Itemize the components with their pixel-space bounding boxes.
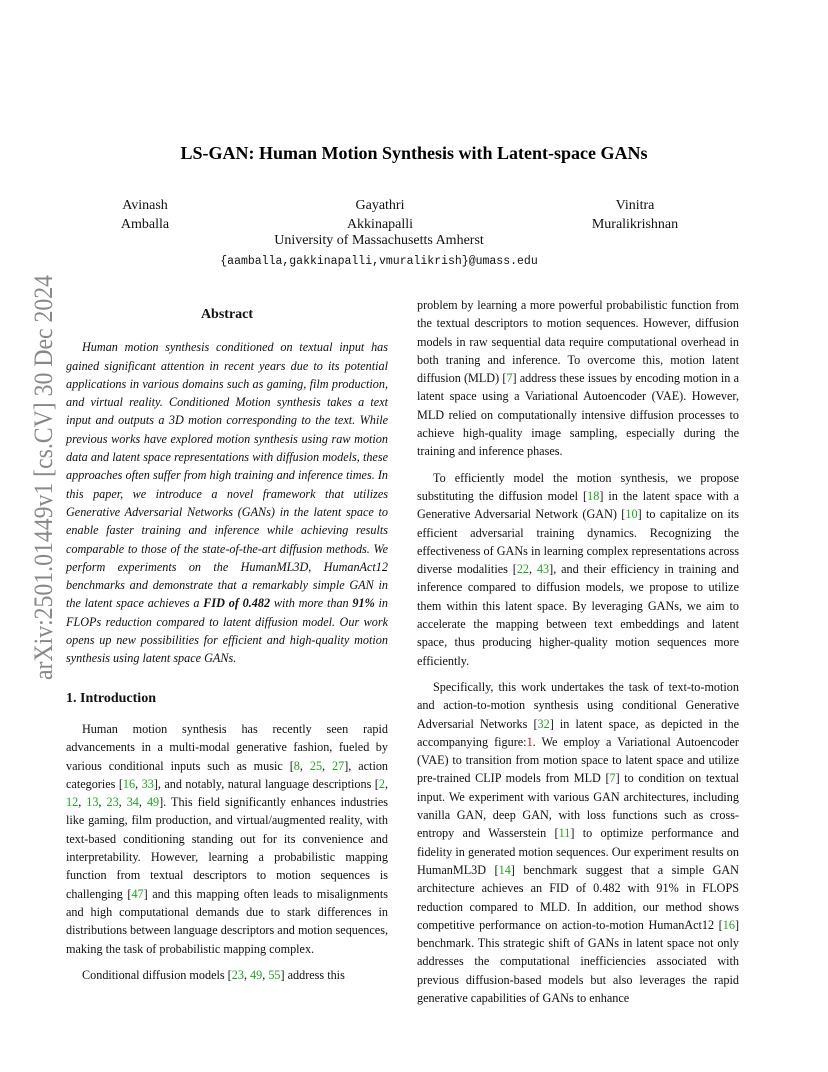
paper-title: LS-GAN: Human Motion Synthesis with Latent-space GANs [180,143,648,163]
text-span: ] in the latent space with a Generative Adversarial Network (GAN) [ [417,488,739,522]
text-span: ], action categories [ [66,758,389,791]
left-column [66,306,388,984]
text-span: ] in latent space, as depicted in the accompanying figure: [417,716,739,749]
author-1 [100,196,190,234]
citation-link[interactable]: 23 [106,795,119,810]
citation-link[interactable]: 16 [122,776,136,791]
author-3-last: Muralikrishnan [591,217,679,232]
citation-link[interactable]: 49 [250,967,263,982]
citation-link[interactable]: 8 [293,758,300,773]
affiliation: University of Massachusetts Amherst [274,233,484,248]
abstract-fid: FID of 0.482 [203,596,271,611]
arxiv-identifier-stamp [14,270,64,690]
citation-link[interactable]: 47 [131,886,144,901]
author-3 [575,196,695,234]
right-paragraph-2: To efficiently model the motion synthesis, we propose substituting the diffusion model [18] in the latent space with a Generative Adversarial Network (GAN) [10] to capitalize on its efficient adversarial training dynamics. Recognizing the effectiveness of GANs in learning complex representations across diverse modalities [22, 43], and their efficiency in training and inference compared to diffusion models, we propose to utilize them within this latent space. By leveraging GANs, we aim to accelerate the mapping between text embeddings and latent space, thus producing higher-quality motion sequences more efficiently. [417,470,740,668]
text-span: . We employ a Variational Autoencoder (VAE) to transition from motion space to latent space and utilize pre-trained CLIP models from MLD [ [417,734,739,786]
text-span: ] to condition on textual input. We experiment with various GAN architectures, including vanilla GAN, deep GAN, with loss functions such as cross-entropy and Wasserstein [ [417,771,740,841]
text-span: To efficiently model the motion synthesis, we propose substituting the diffusion model [ [417,470,739,503]
abstract-text [66,338,388,667]
abstract-heading: Abstract [200,307,254,322]
text-span: Human motion synthesis has recently seen rapid advancements in a multi-modal generative fashion, fueled by various conditional inputs such as music [ [66,721,388,773]
citation-link[interactable]: 34 [126,795,139,810]
intro-paragraph-1: Human motion synthesis has recently seen rapid advancements in a multi-modal generative fashion, fueled by various conditional inputs such as music [8, 25, 27], action categories [16, 33], and notably, natural language descriptions [2, 12, 13, 23, 34, 49]. This field significantly enhances industries like gaming, film production, and virtual/augmented reality, with text-based conditioning standing out for its convenience and interpretability. However, learning a probabilistic mapping function from textual descriptors to motion sequences is challenging [47] and this mapping often leads to misalignments and high computational demands due to stark differences in distributions between language descriptors and motion sequences, making the task of probabilistic mapping complex. [66,721,389,956]
text-span: ] to capitalize on its efficient adversarial training dynamics. Recognizing the effectiveness of GANs in learning complex representations across diverse modalities [ [417,507,739,577]
citation-link[interactable]: 7 [506,371,513,386]
text-span: ] address these issues by encoding motion in a latent space using a Variational Autoencoder (VAE). However, MLD relied on computationally intensive diffusion processes to achieve high-quality image sampling, especially during the training and inference phases. [417,371,739,459]
citation-link[interactable]: 13 [86,795,99,810]
citation-link[interactable]: 2 [378,776,385,791]
right-paragraph-3 [417,678,739,1007]
abstract-flops: 91% [352,596,375,611]
arxiv-id-text: arXiv:2501.01449v1 [cs.CV] 30 Dec 2024 [29,270,58,680]
citation-link[interactable]: 18 [587,488,600,503]
text-span: ] to optimize performance and fidelity in generated motion sequences. Our experiment results on HumanML3D [ [417,826,740,877]
intro-paragraph-2: Conditional diffusion models [23, 49, 55] address this [82,967,345,982]
author-1-first: Avinash [122,198,168,213]
citation-link[interactable]: 11 [558,826,571,841]
citation-link[interactable]: 49 [146,795,160,810]
text-span: ]. This field significantly enhances industries like gaming, film production, and virtual/augmented reality, with text-based conditioning standing out for its convenience and interpretability. However, learning a probabilistic mapping function from textual descriptors to motion sequences is challenging [ [66,795,388,901]
citation-link[interactable]: 10 [625,507,638,522]
abstract-span: with more than [270,596,353,611]
text-span: ], and their efficiency in training and inference compared to diffusion models, we propose to utilize them within this latent space. By leveraging GANs, we aim to accelerate the mapping between text embeddings and latent space, thus producing higher-quality motion sequences more efficiently. [417,562,740,668]
right-paragraph-1 [417,296,739,461]
arxiv-stamp-svg [14,270,64,690]
text-span: Conditional diffusion models [ [82,967,232,982]
citation-link[interactable]: 32 [537,716,550,731]
citation-link[interactable]: 27 [332,758,345,773]
text-span: ], and notably, natural language descriptions [ [153,776,379,791]
text-span: Specifically, this work undertakes the task of text-to-motion and action-to-motion synthesis using conditional Generative Adversarial Networks [ [417,679,739,731]
author-3-first: Vinitra [615,198,655,213]
citation-link[interactable]: 16 [722,917,735,932]
intro-heading: 1. Introduction [66,690,156,706]
citation-link[interactable]: 22 [516,562,529,577]
citation-link[interactable]: 43 [536,562,550,577]
citation-link[interactable]: 25 [309,758,323,773]
author-1-last: Amballa [120,217,170,232]
author-2 [320,196,440,234]
text-span: ] and this mapping often leads to misalignments and high computational demands due to stark differences in distributions between language descriptors and motion sequences, making the task of probabilistic mapping complex. [66,886,388,956]
citation-link[interactable]: 14 [498,862,511,877]
figure-reference-link[interactable]: 1 [526,734,533,749]
right-column [417,296,739,1007]
author-2-first: Gayathri [355,198,405,213]
text-span: problem by learning a more powerful probabilistic function from the textual descriptors to motion sequences. However, diffusion models in raw sequential data require computational overhead in both traning and inference. To overcome this, motion latent diffusion (MLD) [ [417,298,739,386]
author-emails: {aamballa,gakkinapalli,vmuralikrish}@umass.edu [220,255,538,268]
citation-link[interactable]: 12 [66,795,79,810]
text-span: ] benchmark. This strategic shift of GANs in latent space not only addresses the computational inefficiencies associated with previous diffusion-based models but also leverages the rapid generative capabilities of GANs to enhance [417,917,739,1005]
citation-link[interactable]: 33 [141,776,154,791]
citation-link[interactable]: 23 [231,967,244,982]
abstract-span: in FLOPs reduction compared to latent diffusion model. Our work opens up new possibilities for efficient and high-quality motion synthesis using latent space GANs. [66,596,388,666]
citation-link[interactable]: 7 [609,771,616,786]
author-2-last: Akkinapalli [346,217,414,232]
abstract-span: Human motion synthesis conditioned on textual input has gained significant attention in recent years due to its potential applications in various domains such as gaming, film production, and virtual reality. Conditioned Motion synthesis takes a text input and outputs a 3D motion corresponding to the text. While previous works have explored motion synthesis using raw motion data and latent space representations with diffusion models, these approaches often suffer from high training and inference times. In this paper, we introduce a novel framework that utilizes Generative Adversarial Networks (GANs) in the latent space to enable faster training and inference while achieving results comparable to those of the state-of-the-art diffusion methods. We perform experiments on the HumanML3D, HumanAct12 benchmarks and demonstrate that a remarkably simple GAN in the latent space achieves a [66,340,388,611]
citation-link[interactable]: 55 [268,967,281,982]
text-span: ] benchmark suggest that a simple GAN architecture achieves an FID of 0.482 with 91% in FLOPS reduction compared to MLD. In addition, our method shows competitive performance on action-to-motion HumanAct12 [ [417,862,739,932]
text-span: ] address this [280,967,345,982]
